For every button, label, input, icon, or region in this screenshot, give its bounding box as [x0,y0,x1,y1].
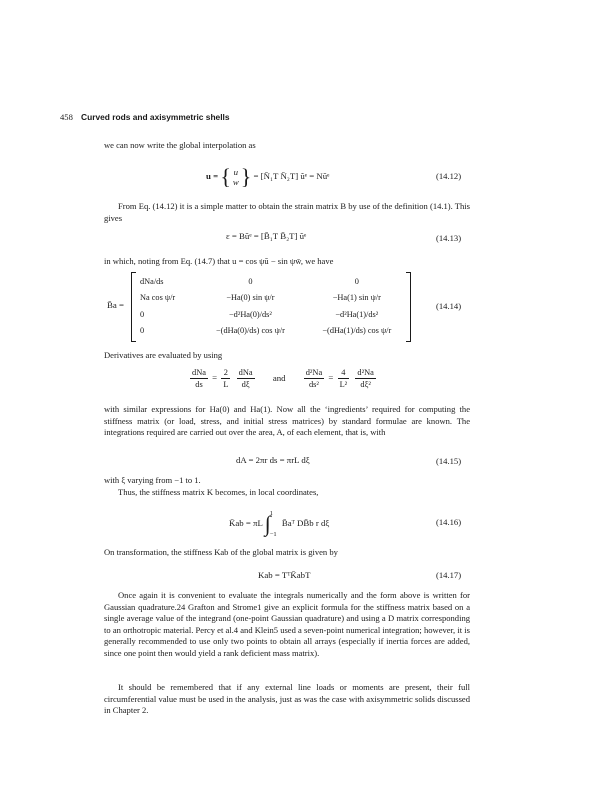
page-header [60,112,230,122]
equation-number: (14.12) [436,171,462,181]
paragraph: in which, noting from Eq. (14.7) that u = cos ψū − sin ψw̄, we have [104,256,334,266]
strain-matrix: dNa/ds 0 0 Na cos ψ/r −Ha(0) sin ψ/r −Ha(1) sin ψ/r 0 −d²Ha(0)/ds² −d²Ha(1)/ds² 0 −(dHa(0)/ds) cos ψ/r −(dHa(1)/ds) cos ψ/r [131,272,411,342]
equation-number: (14.14) [436,301,462,311]
paragraph: It should be remembered that if any external line loads or moments are present, their full circumferential value must be used in the analysis, just as was the case with axisymmetric solids discussed in Chapter 2. [104,682,470,716]
paragraph: with similar expressions for Ha(0) and Ha(1). Now all the ‘ingredients’ required for computing the stiffness matrix (or load, stress, and initial stress matrices) by standard formulae are known. The integrations required are carried out over the area, A, of each element, that is, with [104,404,470,438]
paragraph: we can now write the global interpolation as [104,140,256,150]
equation-14-13: ε = Bũᵉ = [B̄₁T B̄₂T] ũᵉ [226,231,307,241]
equation-number: (14.15) [436,456,462,466]
equation-number: (14.16) [436,517,462,527]
matrix-lhs: B̄a = [107,300,124,310]
equation-14-17: Kab = TᵀK̄abT [258,570,311,580]
paragraph: Thus, the stiffness matrix K becomes, in local coordinates, [118,487,319,497]
paragraph: Once again it is convenient to evaluate the integrals numerically and the form above is written for Gaussian quadrature.24 Grafton and Strome1 give an explicit formula for the stiffness matrix based on a single average value of the integrand (one-point Gaussian quadrature) and using a D matrix corresponding to an orthotropic material. Percy et al.4 and Klein5 used a seven-point numerical integration; however, it is generally recommended to use only two points to obtain all arrays (especially if inertia forces are added, since one point then would yield a rank deficient mass matrix). [104,590,470,658]
paragraph: From Eq. (14.12) it is a simple matter to obtain the strain matrix B by use of the definition (14.1). This gives [104,201,470,223]
paragraph: with ξ varying from −1 to 1. [104,475,201,485]
equation-14-16: K̄ab = πL ∫ 1 −1 B̄aᵀ DB̄b r dξ [229,510,330,538]
equation-14-15: dA = 2πr ds = πrL dξ [236,455,310,465]
page-number: 458 [60,112,73,122]
equation-number: (14.13) [436,233,462,243]
running-title: Curved rods and axisymmetric shells [81,112,230,122]
derivative-relations: $\frac{\text{dNa}}{ds}$ = $\frac{2}{L}$ $\frac{\text{dNa}}{d\xi}$ and $\frac{\text{d²Na}}{\text{ds²}}$ = $\frac{4}{\text{L²}}$ $\frac{\text{d²Na}}{\text{dξ²}}$ [192,368,374,389]
paragraph: On transformation, the stiffness Kab of the global matrix is given by [104,547,338,557]
equation-number: (14.17) [436,570,462,580]
paragraph: Derivatives are evaluated by using [104,350,223,360]
equation-14-12: u = { u w } = [N̄₁T N̄₂T] ũᵉ = Nũᵉ [206,164,330,189]
